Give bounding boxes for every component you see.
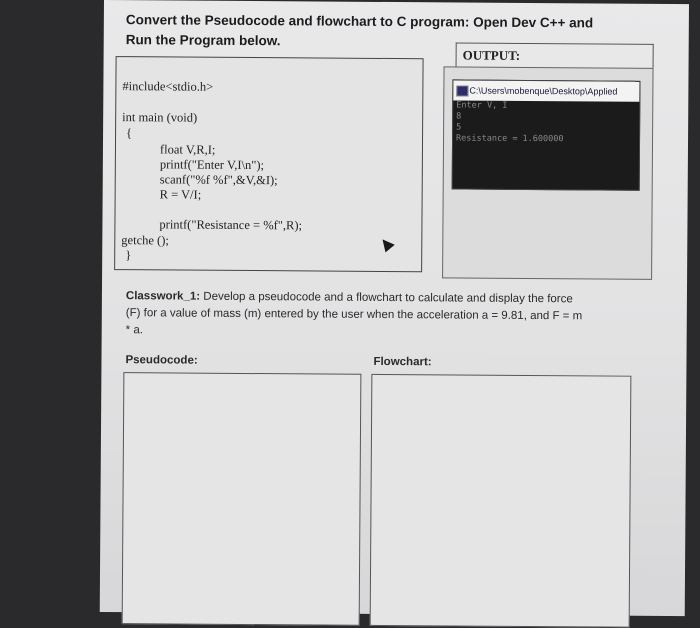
output-label: OUTPUT: [456, 42, 654, 67]
console-line: 5 [456, 122, 462, 133]
flowchart-label: Flowchart: [373, 355, 432, 369]
code-line: printf("Enter V,I\n"); [159, 157, 265, 173]
pseudocode-answer-box[interactable] [122, 372, 362, 626]
console-app-icon [456, 85, 468, 96]
page-heading: Convert the Pseudocode and flowchart to C program: Open Dev C++ and Run the Program below. [125, 12, 594, 49]
code-line: R = V/I; [159, 187, 202, 202]
classwork-prompt [126, 288, 586, 342]
console-line: Enter V, I [456, 100, 508, 111]
code-line: int main (void) [122, 110, 198, 125]
console-line: Resistance = 1.600000 [456, 133, 564, 145]
pseudocode-label: Pseudocode: [125, 354, 198, 367]
code-line: printf("Resistance = %f",R); [159, 217, 303, 233]
console-title-bar [453, 80, 639, 101]
classwork-text: Develop a pseudocode and a flowchart to calculate and display the force (F) for a value of mass (m) entered by the user when the acceleration a = 9.81, and F = m * a. [125, 290, 583, 337]
code-line: getche (); [121, 233, 169, 248]
code-line: scanf("%f %f",&V,&I); [159, 172, 278, 188]
code-listing [114, 56, 423, 272]
code-line: { [126, 126, 133, 141]
code-line: } [125, 248, 132, 263]
output-panel [442, 66, 653, 279]
console-title: C:\Users\mobenque\Desktop\Applied [469, 85, 618, 97]
code-line: float V,R,I; [159, 142, 216, 157]
flowchart-answer-box[interactable] [370, 374, 632, 628]
classwork-label: Classwork_1: [125, 290, 201, 303]
worksheet-page [100, 0, 689, 616]
console-window [452, 79, 641, 190]
console-line: 8 [456, 111, 462, 122]
code-line: #include<stdio.h> [122, 79, 214, 94]
